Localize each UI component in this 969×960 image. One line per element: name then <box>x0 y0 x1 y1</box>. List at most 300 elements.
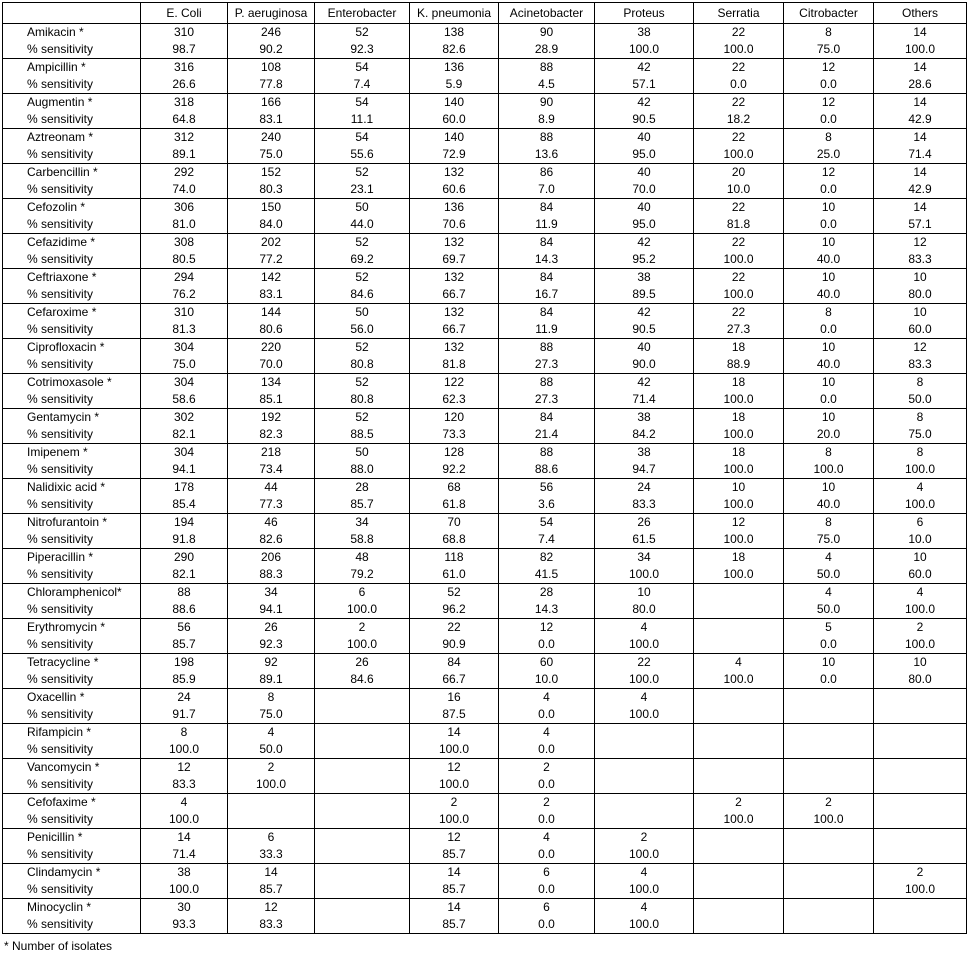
sensitivity-value: 81.3 <box>172 321 196 336</box>
isolate-count: 10 <box>821 655 836 669</box>
value-cell <box>228 234 315 269</box>
sensitivity-value: 80.6 <box>259 321 283 336</box>
value-cell <box>874 479 967 514</box>
isolate-count: 22 <box>731 60 746 74</box>
value-cell <box>315 24 410 59</box>
value-cell <box>595 304 694 339</box>
value-cell <box>228 899 315 934</box>
value-cell <box>499 514 595 549</box>
sensitivity-value: 42.9 <box>908 111 932 126</box>
isolate-count: 2 <box>450 795 458 809</box>
sensitivity-value: 66.7 <box>442 321 466 336</box>
value-cell <box>499 24 595 59</box>
isolate-count: 88 <box>539 445 554 459</box>
isolate-count: 2 <box>916 620 924 634</box>
isolate-count: 22 <box>731 200 746 214</box>
value-cell <box>410 304 499 339</box>
sensitivity-value <box>315 811 409 828</box>
sensitivity-value: 100.0 <box>628 41 660 56</box>
value-cell <box>141 129 228 164</box>
isolate-count: 8 <box>916 445 924 459</box>
value-cell <box>315 689 410 724</box>
value-cell <box>228 689 315 724</box>
sensitivity-value: 11.1 <box>350 111 374 126</box>
sensitivity-value: 90.9 <box>442 636 466 651</box>
drug-cell <box>3 549 141 584</box>
value-cell <box>228 409 315 444</box>
column-header: E. Coli <box>141 3 228 24</box>
value-cell <box>499 164 595 199</box>
isolate-count: 4 <box>543 830 550 844</box>
isolate-count: 294 <box>173 270 195 284</box>
table-row <box>3 899 967 934</box>
isolate-count: 22 <box>637 655 651 669</box>
sensitivity-label: % sensitivity <box>27 531 94 546</box>
value-cell <box>315 829 410 864</box>
value-cell <box>595 759 694 794</box>
value-cell <box>410 444 499 479</box>
value-cell <box>784 549 874 584</box>
value-cell <box>315 759 410 794</box>
isolate-count: 218 <box>260 445 282 459</box>
sensitivity-value: 75.0 <box>259 706 283 721</box>
value-cell <box>410 514 499 549</box>
isolate-count: 144 <box>260 305 282 319</box>
isolate-count: 12 <box>447 830 461 844</box>
sensitivity-value: 60.0 <box>442 111 466 126</box>
value-cell <box>694 794 784 829</box>
sensitivity-value: 88.0 <box>350 461 374 476</box>
value-cell <box>874 339 967 374</box>
table-row <box>3 234 967 269</box>
value-cell <box>141 59 228 94</box>
isolate-count: 14 <box>913 25 927 39</box>
sensitivity-value <box>595 776 693 793</box>
isolate-count: 90 <box>539 95 554 109</box>
isolate-count: 52 <box>355 165 369 179</box>
isolate-count: 38 <box>637 25 651 39</box>
isolate-count: 4 <box>543 690 550 704</box>
value-cell <box>784 584 874 619</box>
isolate-count: 10 <box>731 480 746 494</box>
value-cell <box>141 689 228 724</box>
sensitivity-value <box>315 741 409 758</box>
sensitivity-value: 70.6 <box>442 216 466 231</box>
sensitivity-value: 100.0 <box>723 671 754 686</box>
isolate-count <box>315 794 409 811</box>
isolate-count: 310 <box>173 305 195 319</box>
value-cell <box>410 759 499 794</box>
value-cell <box>410 689 499 724</box>
isolate-count: 10 <box>913 305 927 319</box>
column-header: K. pneumonia <box>410 3 499 24</box>
value-cell <box>874 94 967 129</box>
sensitivity-value: 80.8 <box>350 356 374 371</box>
value-cell <box>315 444 410 479</box>
table-row <box>3 304 967 339</box>
value-cell <box>784 724 874 759</box>
table-row <box>3 339 967 374</box>
sensitivity-value <box>874 811 966 828</box>
isolate-count: 88 <box>539 340 554 354</box>
sensitivity-value: 90.5 <box>632 321 656 336</box>
value-cell <box>784 444 874 479</box>
sensitivity-value: 100.0 <box>168 741 200 756</box>
isolate-count: 42 <box>637 375 651 389</box>
sensitivity-value: 100.0 <box>628 636 660 651</box>
footnote: * Number of isolates <box>4 939 113 953</box>
table-row <box>3 514 967 549</box>
value-cell <box>784 829 874 864</box>
value-cell <box>228 514 315 549</box>
value-cell <box>228 444 315 479</box>
sensitivity-value <box>874 741 966 758</box>
value-cell <box>595 584 694 619</box>
isolate-count <box>694 724 783 741</box>
value-cell <box>694 94 784 129</box>
isolate-count: 14 <box>447 900 461 914</box>
sensitivity-value: 100.0 <box>255 776 287 791</box>
value-cell <box>410 94 499 129</box>
header-corner <box>3 3 141 24</box>
drug-name: Cotrimoxasole * <box>27 375 112 389</box>
sensitivity-label: % sensitivity <box>27 216 94 231</box>
value-cell <box>315 479 410 514</box>
sensitivity-value <box>694 846 783 863</box>
value-cell <box>595 514 694 549</box>
sensitivity-value: 71.4 <box>908 146 932 161</box>
value-cell <box>315 654 410 689</box>
isolate-count: 14 <box>913 130 927 144</box>
value-cell <box>595 234 694 269</box>
value-cell <box>410 374 499 409</box>
isolate-count: 128 <box>443 445 465 459</box>
sensitivity-value: 93.3 <box>172 916 196 931</box>
value-cell <box>595 269 694 304</box>
isolate-count: 12 <box>539 620 554 634</box>
sensitivity-label: % sensitivity <box>27 706 94 721</box>
sensitivity-value: 10.0 <box>534 671 559 686</box>
drug-cell <box>3 234 141 269</box>
value-cell <box>694 374 784 409</box>
sensitivity-value: 88.6 <box>534 461 559 476</box>
value-cell <box>694 549 784 584</box>
sensitivity-value: 100.0 <box>168 881 200 896</box>
isolate-count: 18 <box>731 550 746 564</box>
sensitivity-value: 28.6 <box>908 76 932 91</box>
sensitivity-value: 77.8 <box>259 76 283 91</box>
value-cell <box>499 759 595 794</box>
sensitivity-value: 75.0 <box>172 356 196 371</box>
sensitivity-value: 7.4 <box>353 76 371 91</box>
value-cell <box>595 549 694 584</box>
isolate-count: 166 <box>260 95 282 109</box>
isolate-count <box>784 864 873 881</box>
value-cell <box>315 584 410 619</box>
sensitivity-value: 100.0 <box>438 811 470 826</box>
sensitivity-value: 100.0 <box>904 496 936 511</box>
value-cell <box>228 619 315 654</box>
sensitivity-value: 0.0 <box>820 391 837 406</box>
value-cell <box>499 59 595 94</box>
isolate-count: 42 <box>637 235 651 249</box>
isolate-count: 22 <box>731 270 746 284</box>
sensitivity-value: 100.0 <box>723 461 754 476</box>
sensitivity-value: 61.0 <box>442 566 466 581</box>
sensitivity-label: % sensitivity <box>27 356 94 371</box>
isolate-count: 16 <box>447 690 461 704</box>
table-row <box>3 479 967 514</box>
value-cell <box>410 479 499 514</box>
sensitivity-value: 50.0 <box>816 566 841 581</box>
value-cell <box>141 724 228 759</box>
isolate-count: 240 <box>260 130 282 144</box>
sensitivity-value: 82.6 <box>442 41 466 56</box>
isolate-count: 132 <box>443 305 465 319</box>
isolate-count: 18 <box>731 445 746 459</box>
isolate-count: 12 <box>731 515 746 529</box>
value-cell <box>141 514 228 549</box>
isolate-count <box>315 829 409 846</box>
sensitivity-value <box>595 811 693 828</box>
value-cell <box>499 584 595 619</box>
value-cell <box>694 619 784 654</box>
isolate-count: 290 <box>173 550 195 564</box>
sensitivity-value: 85.7 <box>442 916 466 931</box>
sensitivity-value: 100.0 <box>628 881 660 896</box>
isolate-count: 34 <box>264 585 278 599</box>
isolate-count: 192 <box>260 410 282 424</box>
sensitivity-value: 100.0 <box>723 496 754 511</box>
value-cell <box>784 479 874 514</box>
isolate-count: 5 <box>825 620 832 634</box>
isolate-count: 8 <box>825 25 832 39</box>
value-cell <box>315 864 410 899</box>
isolate-count <box>595 794 693 811</box>
sensitivity-value: 58.6 <box>172 391 196 406</box>
sensitivity-value: 27.3 <box>534 391 559 406</box>
drug-cell <box>3 409 141 444</box>
value-cell <box>410 794 499 829</box>
drug-cell <box>3 829 141 864</box>
value-cell <box>410 59 499 94</box>
value-cell <box>499 794 595 829</box>
isolate-count: 34 <box>637 550 651 564</box>
drug-cell <box>3 689 141 724</box>
sensitivity-label: % sensitivity <box>27 146 94 161</box>
value-cell <box>595 24 694 59</box>
drug-cell <box>3 304 141 339</box>
value-cell <box>784 864 874 899</box>
sensitivity-value: 20.0 <box>816 426 841 441</box>
sensitivity-value <box>694 916 783 933</box>
value-cell <box>315 59 410 94</box>
sensitivity-value: 4.5 <box>538 76 555 91</box>
sensitivity-label: % sensitivity <box>27 181 94 196</box>
value-cell <box>595 199 694 234</box>
isolate-count: 136 <box>443 60 465 74</box>
sensitivity-value <box>784 741 873 758</box>
isolate-count: 198 <box>173 655 195 669</box>
value-cell <box>315 339 410 374</box>
value-cell <box>784 374 874 409</box>
sensitivity-value: 72.9 <box>442 146 466 161</box>
value-cell <box>874 584 967 619</box>
isolate-count: 2 <box>825 795 832 809</box>
sensitivity-value: 100.0 <box>168 811 200 826</box>
value-cell <box>784 619 874 654</box>
sensitivity-value: 74.0 <box>172 181 196 196</box>
isolate-count: 14 <box>447 725 461 739</box>
sensitivity-value: 69.7 <box>442 251 466 266</box>
sensitivity-value: 7.0 <box>538 181 555 196</box>
sensitivity-value: 100.0 <box>723 811 754 826</box>
column-header: Serratia <box>694 3 784 24</box>
table-row <box>3 409 967 444</box>
value-cell <box>499 864 595 899</box>
value-cell <box>694 829 784 864</box>
value-cell <box>228 164 315 199</box>
value-cell <box>141 479 228 514</box>
isolate-count: 44 <box>264 480 278 494</box>
drug-name: Amikacin * <box>27 25 84 39</box>
isolate-count <box>694 584 783 601</box>
value-cell <box>694 479 784 514</box>
value-cell <box>694 199 784 234</box>
isolate-count: 308 <box>173 235 195 249</box>
isolate-count: 18 <box>731 340 746 354</box>
isolate-count <box>228 794 314 811</box>
value-cell <box>499 234 595 269</box>
isolate-count: 22 <box>731 130 746 144</box>
isolate-count: 68 <box>447 480 461 494</box>
sensitivity-value: 80.0 <box>908 671 932 686</box>
sensitivity-value: 85.9 <box>172 671 196 686</box>
value-cell <box>595 59 694 94</box>
value-cell <box>315 234 410 269</box>
isolate-count: 10 <box>821 340 836 354</box>
value-cell <box>499 199 595 234</box>
sensitivity-label: % sensitivity <box>27 741 94 756</box>
value-cell <box>694 514 784 549</box>
sensitivity-label: % sensitivity <box>27 601 94 616</box>
sensitivity-value <box>315 881 409 898</box>
isolate-count <box>315 759 409 776</box>
drug-name: Erythromycin * <box>27 620 106 634</box>
drug-name: Augmentin * <box>27 95 93 109</box>
sensitivity-value: 60.6 <box>442 181 466 196</box>
value-cell <box>228 339 315 374</box>
isolate-count: 2 <box>543 795 550 809</box>
isolate-count: 8 <box>825 445 832 459</box>
value-cell <box>228 24 315 59</box>
sensitivity-value: 95.0 <box>632 146 656 161</box>
drug-cell <box>3 724 141 759</box>
isolate-count <box>694 829 783 846</box>
isolate-count: 202 <box>260 235 282 249</box>
isolate-count: 178 <box>173 480 195 494</box>
isolate-count: 304 <box>173 445 195 459</box>
isolate-count: 312 <box>173 130 195 144</box>
value-cell <box>595 94 694 129</box>
drug-cell <box>3 269 141 304</box>
isolate-count: 12 <box>913 340 927 354</box>
value-cell <box>874 374 967 409</box>
isolate-count: 2 <box>543 760 550 774</box>
sensitivity-value: 95.2 <box>632 251 656 266</box>
value-cell <box>499 444 595 479</box>
sensitivity-value: 85.4 <box>172 496 196 511</box>
value-cell <box>228 864 315 899</box>
isolate-count: 84 <box>539 235 554 249</box>
table-row <box>3 724 967 759</box>
drug-cell <box>3 24 141 59</box>
value-cell <box>874 864 967 899</box>
isolate-count: 4 <box>916 585 924 599</box>
drug-cell <box>3 864 141 899</box>
sensitivity-value: 0.0 <box>820 321 837 336</box>
table-row <box>3 829 967 864</box>
sensitivity-value: 95.0 <box>632 216 656 231</box>
value-cell <box>410 864 499 899</box>
isolate-count: 56 <box>539 480 554 494</box>
drug-name: Cefazidime * <box>27 235 96 249</box>
sensitivity-value: 77.3 <box>259 496 283 511</box>
isolate-count: 42 <box>637 305 651 319</box>
value-cell <box>141 584 228 619</box>
value-cell <box>499 304 595 339</box>
sensitivity-value: 100.0 <box>904 601 936 616</box>
value-cell <box>595 339 694 374</box>
isolate-count: 122 <box>443 375 465 389</box>
isolate-count: 8 <box>180 725 188 739</box>
isolate-count: 14 <box>177 830 191 844</box>
value-cell <box>874 724 967 759</box>
sensitivity-value: 83.1 <box>259 111 283 126</box>
isolate-count: 302 <box>173 410 195 424</box>
isolate-count: 220 <box>260 340 282 354</box>
isolate-count <box>315 864 409 881</box>
value-cell <box>141 549 228 584</box>
isolate-count: 6 <box>543 900 550 914</box>
value-cell <box>315 374 410 409</box>
value-cell <box>410 549 499 584</box>
value-cell <box>784 59 874 94</box>
value-cell <box>595 654 694 689</box>
isolate-count: 38 <box>177 865 191 879</box>
sensitivity-value <box>315 846 409 863</box>
value-cell <box>595 724 694 759</box>
isolate-count: 38 <box>637 445 651 459</box>
value-cell <box>499 339 595 374</box>
table-row <box>3 269 967 304</box>
isolate-count <box>694 759 783 776</box>
isolate-count: 14 <box>913 200 927 214</box>
sensitivity-label: % sensitivity <box>27 321 94 336</box>
table-row <box>3 164 967 199</box>
table-row <box>3 444 967 479</box>
sensitivity-value: 68.8 <box>442 531 466 546</box>
isolate-count: 4 <box>640 620 648 634</box>
value-cell <box>784 654 874 689</box>
sensitivity-value: 98.7 <box>172 41 196 56</box>
drug-name: Oxacellin * <box>27 690 85 704</box>
isolate-count: 14 <box>447 865 461 879</box>
value-cell <box>874 269 967 304</box>
isolate-count <box>784 759 873 776</box>
value-cell <box>499 689 595 724</box>
sensitivity-value: 60.0 <box>908 566 932 581</box>
